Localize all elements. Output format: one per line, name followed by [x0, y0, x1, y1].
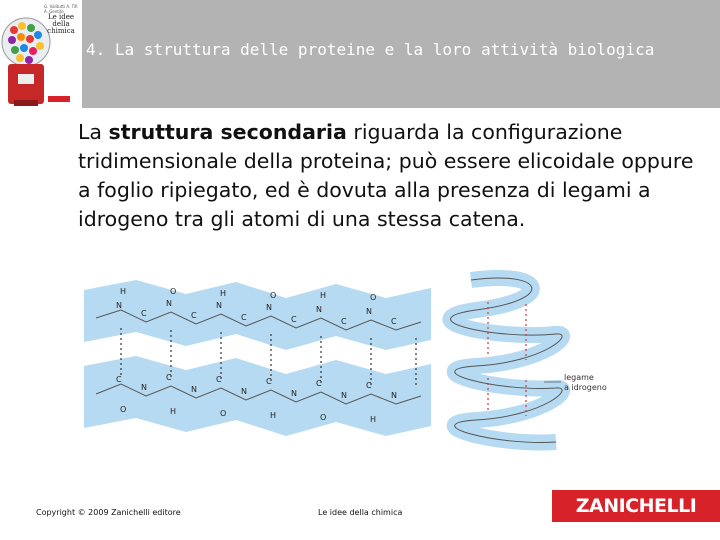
cover-title: Le idee della chimica	[47, 13, 75, 35]
svg-text:O: O	[220, 409, 227, 418]
svg-text:H: H	[270, 411, 277, 420]
svg-text:H: H	[370, 415, 377, 424]
svg-text:C: C	[341, 317, 347, 326]
footer-book-title: Le idee della chimica	[318, 508, 403, 517]
beta-sheet-diagram	[84, 280, 431, 436]
slide-title: 4. La struttura delle proteine e la loro attività biologica	[86, 40, 655, 59]
svg-text:N: N	[266, 303, 272, 312]
svg-text:N: N	[216, 301, 222, 310]
svg-text:O: O	[370, 293, 377, 302]
slide-header	[0, 0, 720, 108]
helix-label-line1: legame	[564, 373, 594, 382]
svg-text:N: N	[141, 383, 147, 392]
body-intro: La	[78, 120, 109, 144]
svg-text:C: C	[116, 375, 122, 384]
svg-text:O: O	[120, 405, 127, 414]
svg-text:N: N	[241, 387, 247, 396]
footer-copyright: Copyright © 2009 Zanichelli editore	[36, 508, 181, 517]
svg-text:H: H	[320, 291, 327, 300]
cover-publisher-logo	[48, 96, 70, 102]
svg-text:C: C	[266, 377, 272, 386]
cover-authors: G. Valitutti A. Tifi A. Gentile	[44, 4, 78, 14]
svg-text:O: O	[320, 413, 327, 422]
svg-text:N: N	[191, 385, 197, 394]
svg-text:N: N	[366, 307, 372, 316]
svg-text:N: N	[291, 389, 297, 398]
svg-text:C: C	[391, 317, 397, 326]
svg-text:N: N	[166, 299, 172, 308]
svg-text:C: C	[141, 309, 147, 318]
svg-text:C: C	[366, 381, 372, 390]
svg-text:C: C	[316, 379, 322, 388]
svg-text:N: N	[316, 305, 322, 314]
protein-structure-figure	[76, 270, 607, 470]
svg-text:H: H	[120, 287, 127, 296]
svg-text:H: H	[170, 407, 177, 416]
body-rest: riguarda la configurazione tridimensionale della proteina; può essere elicoidale oppure a foglio ripiegato, ed è dovuta alla presenza di legami a idrogeno tra gli atomi di una stessa catena.	[78, 120, 694, 231]
svg-text:C: C	[291, 315, 297, 324]
svg-text:O: O	[170, 287, 177, 296]
body-bold-term: struttura secondaria	[108, 120, 347, 144]
svg-text:C: C	[166, 373, 172, 382]
publisher-logo: ZANICHELLI	[552, 490, 720, 522]
alpha-helix-diagram	[451, 278, 607, 442]
svg-text:O: O	[270, 291, 277, 300]
svg-text:H: H	[220, 289, 227, 298]
secondary-structure-illustration	[76, 270, 607, 470]
book-cover-image	[0, 0, 82, 108]
svg-text:C: C	[191, 311, 197, 320]
svg-text:C: C	[241, 313, 247, 322]
helix-label-line2: a idrogeno	[564, 383, 607, 392]
svg-text:C: C	[216, 375, 222, 384]
svg-text:N: N	[391, 391, 397, 400]
svg-text:N: N	[341, 391, 347, 400]
body-paragraph	[78, 118, 698, 234]
svg-text:N: N	[116, 301, 122, 310]
